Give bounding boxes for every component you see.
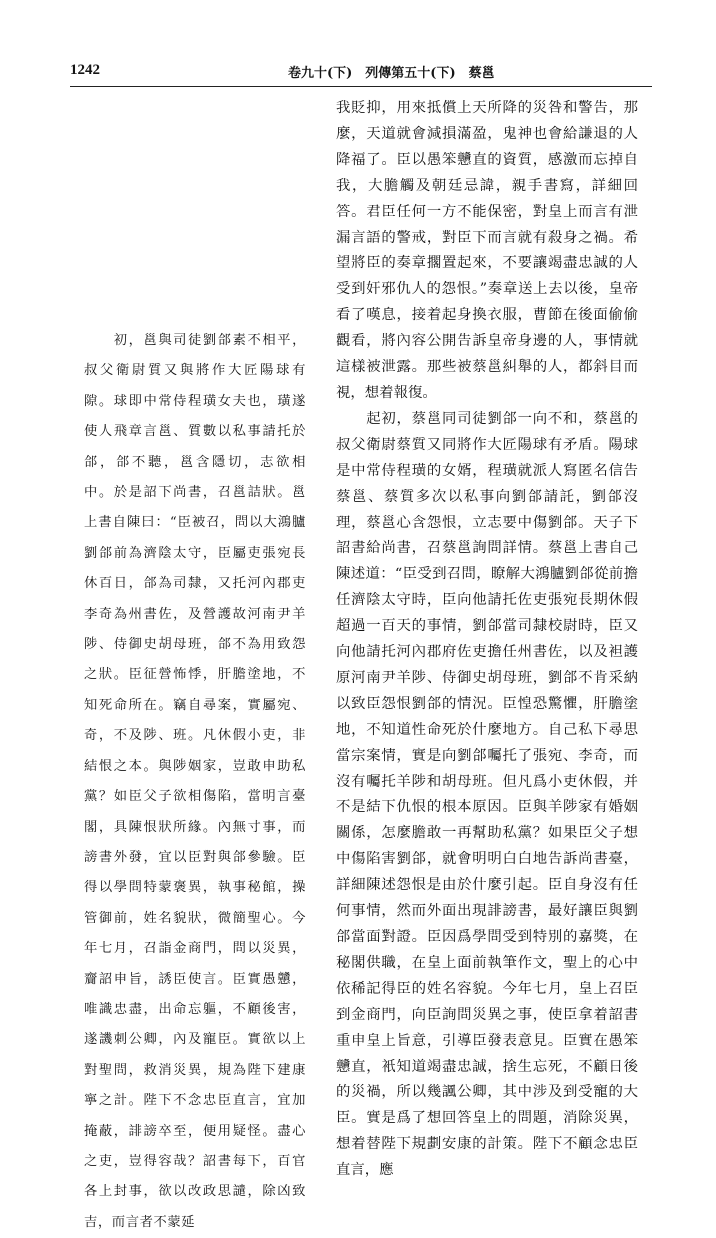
page-header [70,58,650,84]
translation-paragraph: 我貶抑，用來抵償上天所降的災咎和警告，那麼，天道就會減損滿盈，鬼神也會給謙退的人降福了。臣以愚笨戇直的資質，感激而忘掉自我，大膽觸及朝廷忌諱，親手書寫，詳細回答。君臣任何一方不能保密，對皇上而言有泄漏言語的警戒，對臣下而言就有殺身之禍。希望將臣的奏章擱置起來，不要讓竭盡忠誠的人受到奸邪仇人的怨恨。”奏章送上去以後，皇帝看了嘆息，接着起身換衣服，曹節在後面偷偷觀看，將內容公開告訴皇帝身邊的人，事情就這樣被泄露。那些被蔡邕糾舉的人，都斜目而視，想着報復。 [336,100,638,401]
header-rule [70,86,652,87]
running-head: 卷九十(下) 列傳第五十(下) 蔡邕 [288,66,495,81]
classical-text-column [84,326,306,1238]
translation-paragraph: 起初，蔡邕同司徒劉郃一向不和，蔡邕的叔父衛尉蔡質又同將作大匠陽球有矛盾。陽球是中常侍程璜的女婿，程璜就派人寫匿名信告蔡邕、蔡質多次以私事向劉郃請託，劉郃沒理，蔡邕心含怨恨，立志要中傷劉郃。天子下詔書給尚書，召蔡邕詢問詳情。蔡邕上書自己陳述道：“臣受到召問，瞭解大鴻臚劉郃從前擔任濟陰太守時，臣向他請托佐吏張宛長期休假超過一百天的事情，劉郃當司隸校尉時，臣又向他請托河內郡府佐吏擔任州書佐，以及袒護原河南尹羊陟、侍御史胡母班，劉郃不肯采納以致臣怨恨劉郃的情況。臣惶恐驚懼，肝膽塗地，不知道性命死於什麼地方。自己私下尋思當宗案情，實是向劉郃囑托了張宛、李奇，而沒有囑托羊陟和胡母班。但凡爲小吏休假，并不是結下仇恨的根本原因。臣與羊陟家有婚姻關係，怎麼膽敢一再幫助私黨？如果臣父子想中傷陷害劉郃，就會明明白白地告訴尚書臺，詳細陳述怨恨是由於什麼引起。臣自身沒有任何事情，然而外面出現誹謗書，最好讓臣與劉郃當面對證。臣因爲學問受到特別的嘉獎，在秘閣供職，在皇上面前執筆作文，聖上的心中依稀記得臣的姓名容貌。今年七月，皇上召臣到金商門，向臣詢問災異之事，使臣拿着詔書重申皇上旨意，引導臣發表意見。臣實在愚笨戇直，衹知道竭盡忠誠，捨生忘死，不顧日後的災禍，所以幾諷公卿，其中涉及到受寵的大臣。實是爲了想回答皇上的問題，消除災異，想着替陛下規劃安康的計策。陛下不顧念忠臣直言，應 [336,410,638,1179]
translation-column [336,96,638,1184]
page-number: 1242 [70,62,100,78]
classical-paragraph: 初，邕與司徒劉郃素不相平，叔父衛尉質又與將作大匠陽球有隙。球即中常侍程璜女夫也，璜遂使人飛章言邕、質數以私事請托於郃，郃不聽，邕含隱切，志欲相中。於是詔下尚書，召邕詰狀。邕上書自陳曰：“臣被召，問以大鴻臚劉郃前為濟陰太守，臣屬吏張宛長休百日，郃為司隸，又托河內郡吏李奇為州書佐，及營護故河南尹羊陟、侍御史胡母班，郃不為用致怨之狀。臣征營怖悸，肝膽塗地，不知死命所在。竊自尋案，實屬宛、奇，不及陟、班。凡休假小吏，非結恨之本。與陟姻家，豈敢申助私黨？如臣父子欲相傷陷，當明言臺閣，具陳恨狀所緣。內無寸事，而謗書外發，宜以臣對與郃參驗。臣得以學問特蒙褒異，執事秘館，操管御前，姓名貌狀，微簡聖心。今年七月，召詣金商門，問以災異，齎詔申旨，誘臣使言。臣實愚戇，唯識忠盡，出命忘軀，不顧後害，遂譏刺公卿，內及寵臣。實欲以上對聖問，救消災異，規為陛下建康寧之計。陛下不念忠臣直言，宜加掩蔽，誹謗卒至，便用疑怪。盡心之吏，豈得容哉？詔書每下，百官各上封事，欲以改政思譴，除凶致吉，而言者不蒙延 [84,333,306,1230]
